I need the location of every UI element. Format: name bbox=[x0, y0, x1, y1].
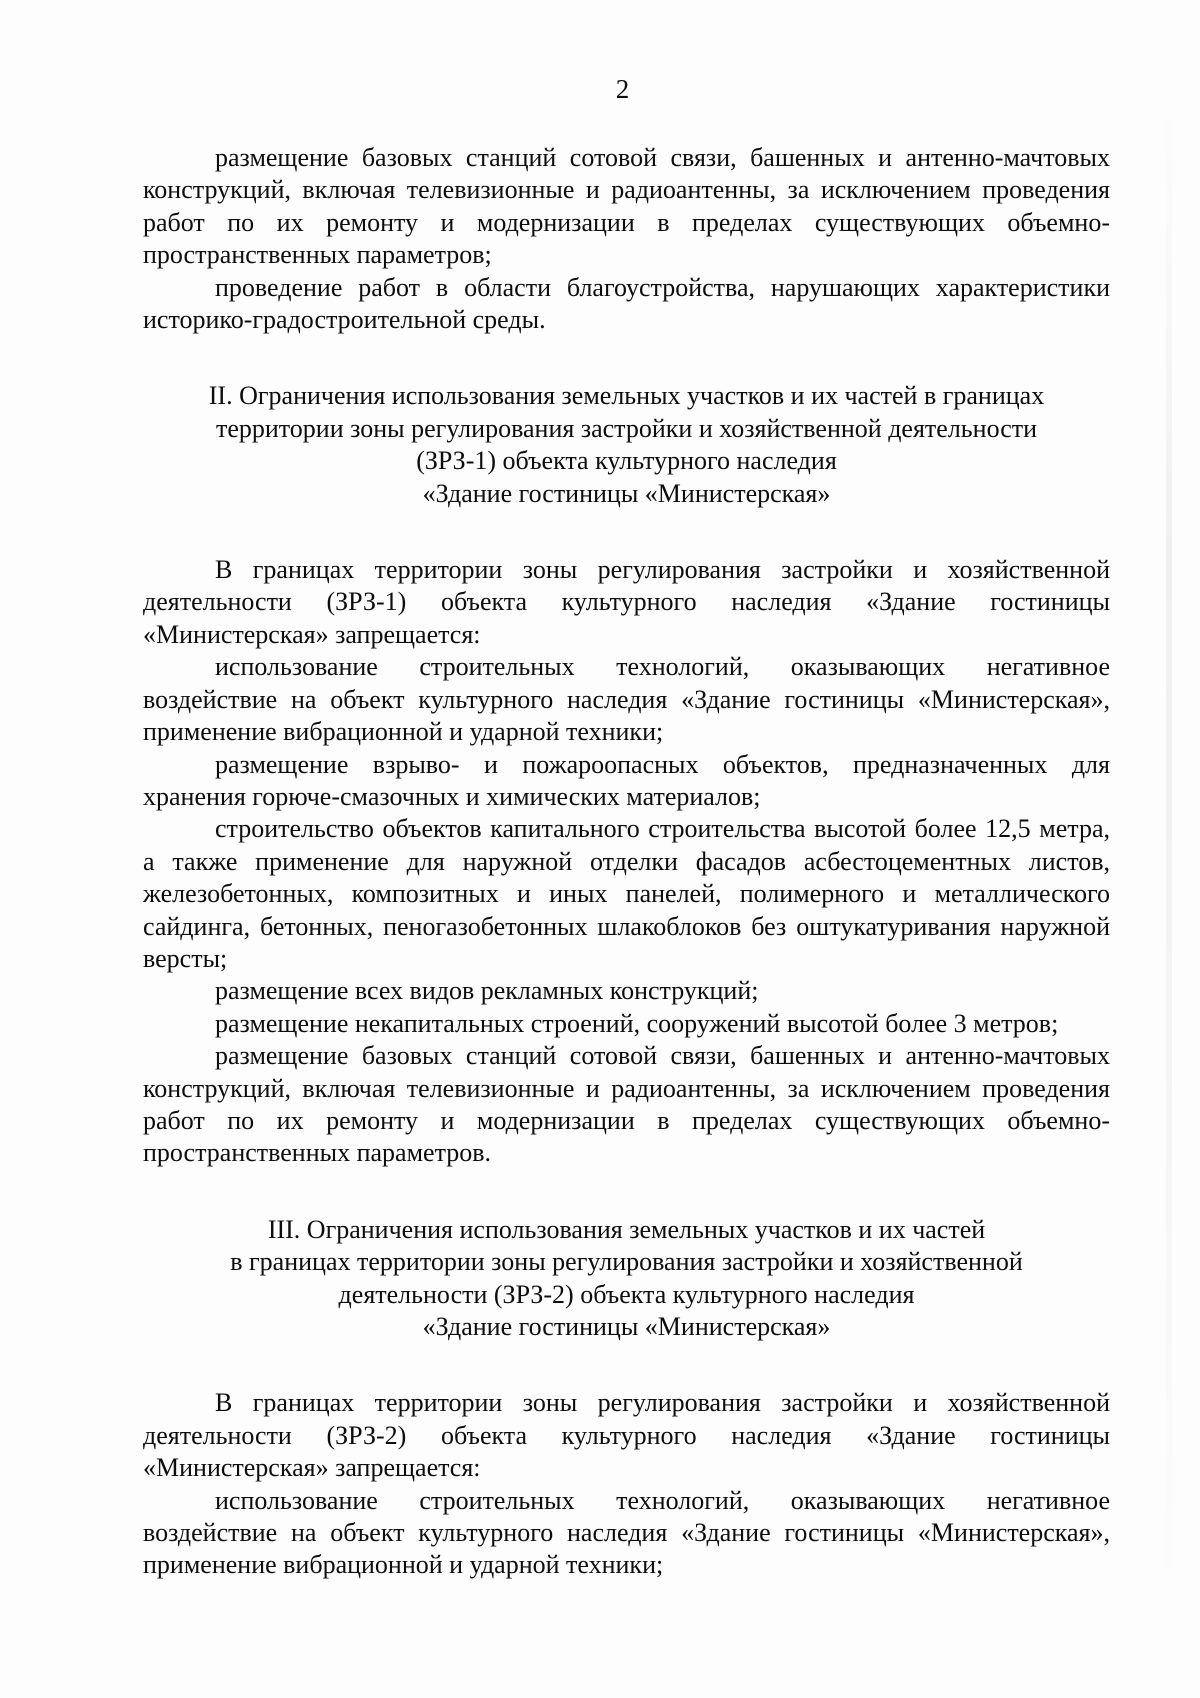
section-2-heading bbox=[143, 380, 1110, 510]
page-number: 2 bbox=[615, 74, 630, 104]
section-3-heading-line-2: в границах территории зоны регулирования застройки и хозяйственной bbox=[230, 1247, 1023, 1277]
section-3-paragraph-intro: В границах территории зоны регулирования застройки и хозяйственной деятельности (ЗРЗ-2) объекта культурного наследия «Здание гостиницы «Министерская» запрещается: bbox=[143, 1388, 1110, 1483]
section-3-heading-line-1: III. Ограничения использования земельных участков и их частей bbox=[267, 1214, 986, 1244]
section-2-paragraph-hazardous: размещение взрыво- и пожароопасных объектов, предназначенных для хранения горюче-смазочных и химических материалов; bbox=[143, 749, 1110, 811]
paragraph-landscaping: проведение работ в области благоустройства, нарушающих характеристики историко-градостроительной среды. bbox=[143, 272, 1110, 335]
section-2-paragraph-technologies: использование строительных технологий, оказывающих негативное воздействие на объект культурного наследия «Здание гостиницы «Министерская», применение вибрационной и ударной техники; bbox=[143, 652, 1110, 747]
section-2-heading-line-4: «Здание гостиницы «Министерская» bbox=[422, 478, 831, 508]
section-2-paragraph-intro: В границах территории зоны регулирования застройки и хозяйственной деятельности (ЗРЗ-1) объекта культурного наследия «Здание гостиницы «Министерская» запрещается: bbox=[143, 555, 1110, 649]
section-2-heading-line-2: территории зоны регулирования застройки и хозяйственной деятельности bbox=[215, 413, 1038, 443]
paragraph-cell-towers: размещение базовых станций сотовой связи, башенных и антенно-мачтовых конструкций, включая телевизионные и радиоантенны, за исключением проведения работ по их ремонту и модернизации в пределах существующих объемно-пространственных параметров; bbox=[143, 143, 1110, 270]
section-3-heading-line-4: «Здание гостиницы «Министерская» bbox=[422, 1312, 831, 1341]
section-3-heading-line-3: деятельности (ЗРЗ-2) объекта культурного наследия bbox=[338, 1279, 915, 1309]
scan-shadow bbox=[1166, 100, 1172, 1600]
section-2-paragraph-temporary-structures: размещение некапитальных строений, сооружений высотой более 3 метров; bbox=[215, 1008, 1059, 1038]
document-body bbox=[143, 142, 1110, 1582]
section-2-paragraph-advertising: размещение всех видов рекламных конструкций; bbox=[215, 976, 759, 1006]
section-3-heading bbox=[143, 1214, 1110, 1344]
section-2-paragraph-construction: строительство объектов капитального строительства высотой более 12,5 метра, а также применение для наружной отделки фасадов асбестоцементных листов, железобетонных, композитных и иных панелей, полимерного и металлического сайдинга, бетонных, пеногазобетонных шлакоблоков без оштукатуривания наружной версты; bbox=[143, 814, 1110, 973]
section-3-paragraph-technologies: использование строительных технологий, оказывающих негативное воздействие на объект культурного наследия «Здание гостиницы «Министерская», применение вибрационной и ударной техники; bbox=[143, 1485, 1110, 1580]
section-2-heading-line-1: II. Ограничения использования земельных участков и их частей в границах bbox=[208, 381, 1045, 411]
section-2-heading-line-3: (ЗРЗ-1) объекта культурного наследия bbox=[416, 446, 837, 476]
section-2-paragraph-cell-towers: размещение базовых станций сотовой связи, башенных и антенно-мачтовых конструкций, включая телевизионные и радиоантенны, за исключением проведения работ по их ремонту и модернизации в пределах существующих объемно-пространственных параметров. bbox=[143, 1041, 1110, 1168]
